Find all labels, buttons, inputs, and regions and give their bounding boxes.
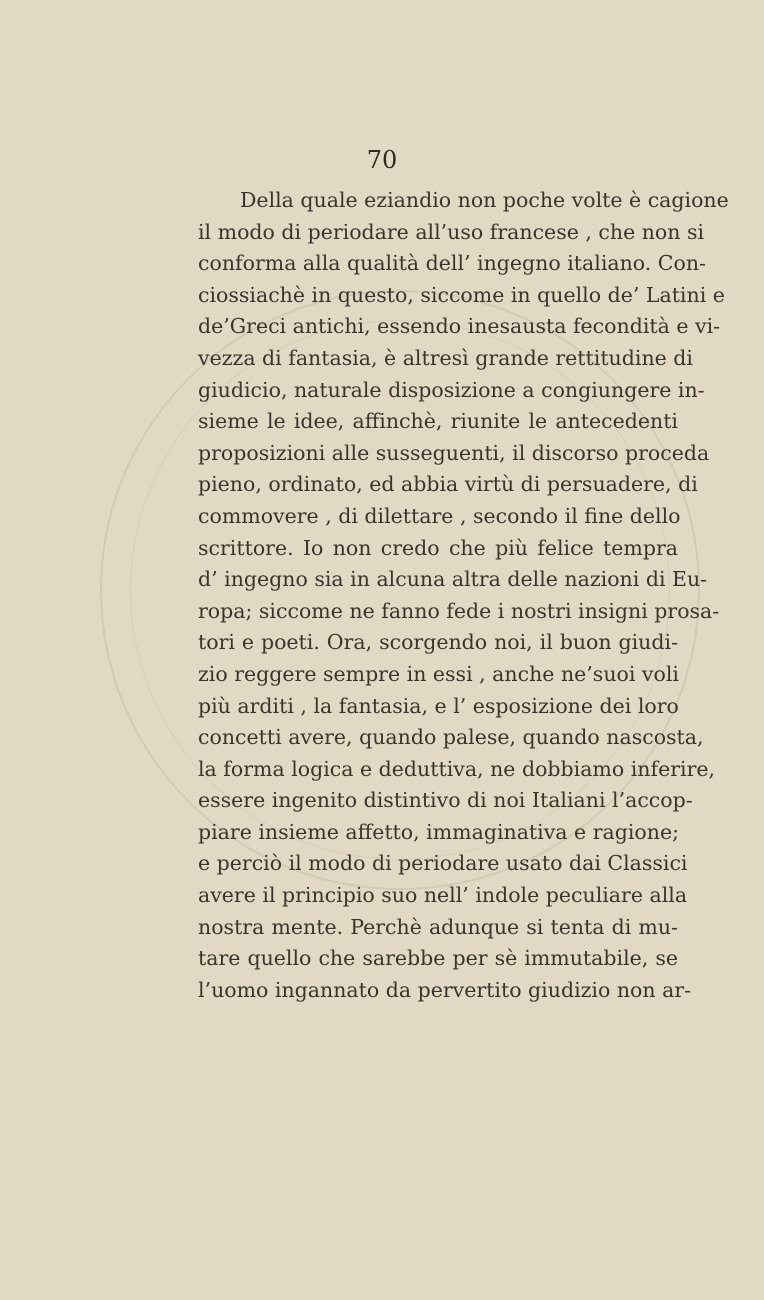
- text-line: essere ingenito distintivo di noi Italiani l’accop-: [198, 788, 693, 813]
- text-line: avere il principio suo nell’ indole peculiare alla: [198, 883, 688, 908]
- text-line: la forma logica e deduttiva, ne dobbiamo inferire,: [198, 756, 716, 781]
- text-line: conforma alla qualità dell’ ingegno italiano. Con-: [198, 251, 706, 276]
- text-line: concetti avere, quando palese, quando nascosta,: [198, 725, 704, 750]
- text-line: giudicio, naturale disposizione a congiungere in-: [198, 377, 705, 402]
- text-line: il modo di periodare all’uso francese , che non si: [198, 219, 705, 244]
- text-line: sieme le idee, affinchè, riunite le antecedenti: [198, 409, 678, 434]
- text-line: commovere , di dilettare , secondo il fine dello: [198, 503, 681, 528]
- text-line: e perciò il modo di periodare usato dai Classici: [198, 851, 688, 876]
- text-line: più arditi , la fantasia, e l’ esposizione dei loro: [198, 693, 679, 718]
- text-line: Della quale eziandio non poche volte è cagione: [240, 188, 729, 212]
- text-line: zio reggere sempre in essi , anche ne’suoi voli: [198, 661, 679, 686]
- text-line: tori e poeti. Ora, scorgendo noi, il buon giudi-: [198, 630, 678, 655]
- text-line: d’ ingegno sia in alcuna altra delle nazioni di Eu-: [198, 567, 708, 592]
- text-line: ropa; siccome ne fanno fede i nostri insigni prosa-: [198, 598, 720, 623]
- body-text: [198, 185, 729, 1006]
- text-line: scrittore. Io non credo che più felice tempra: [198, 535, 678, 560]
- text-line: proposizioni alle susseguenti, il discorso proceda: [198, 440, 710, 465]
- text-line: piare insieme affetto, immaginativa e ragione;: [198, 819, 679, 844]
- text-line: ciossiachè in questo, siccome in quello de’ Latini e: [198, 282, 725, 307]
- page-number: 70: [366, 146, 398, 174]
- text-line: vezza di fantasia, è altresì grande rettitudine di: [198, 345, 693, 370]
- text-line: de’Greci antichi, essendo inesausta fecondità e vi-: [198, 314, 721, 339]
- text-line: tare quello che sarebbe per sè immutabile, se: [198, 946, 678, 971]
- text-line: nostra mente. Perchè adunque si tenta di mu-: [198, 914, 678, 939]
- text-line: pieno, ordinato, ed abbia virtù di persuadere, di: [198, 472, 698, 497]
- text-line: l’uomo ingannato da pervertito giudizio non ar-: [198, 977, 692, 1002]
